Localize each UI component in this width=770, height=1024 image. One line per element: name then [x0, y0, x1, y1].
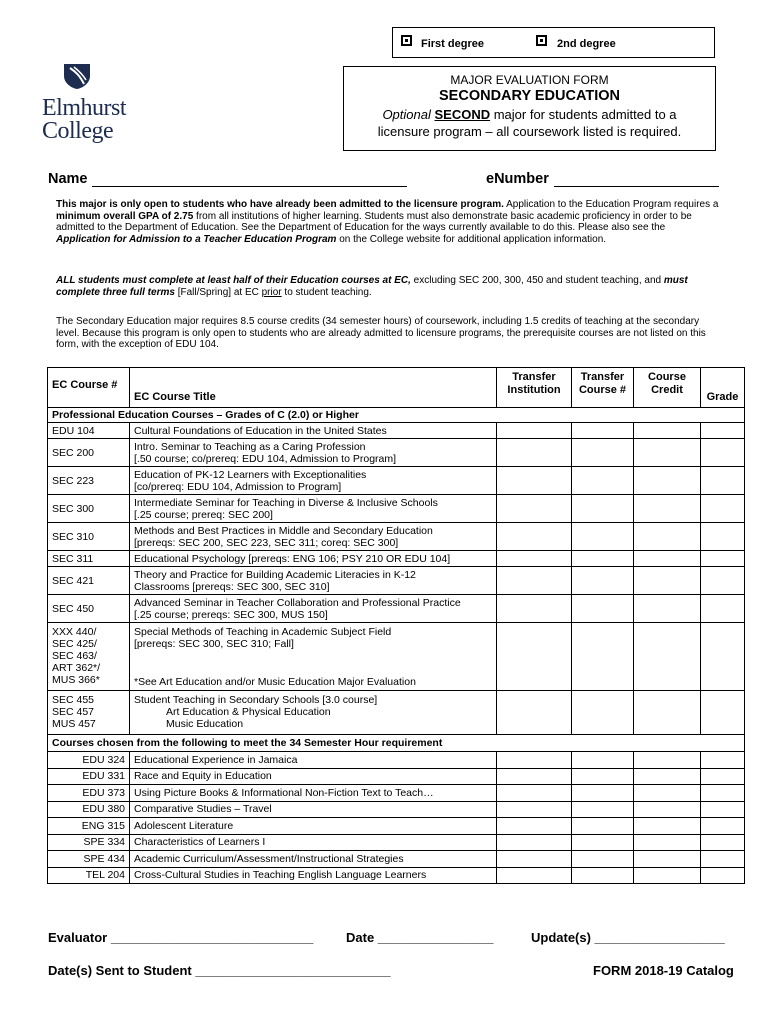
cell-transfer-course[interactable]: [572, 423, 634, 439]
course-title: [130, 439, 497, 467]
section-electives-label: Courses chosen from the following to meet the 34 Semester Hour requirement: [48, 735, 745, 752]
cell-transfer-course[interactable]: [572, 768, 634, 785]
cell-credit[interactable]: [634, 867, 701, 884]
header-transfer-institution: [497, 368, 572, 408]
second-degree-label: 2nd degree: [557, 38, 616, 50]
elective-rows: [48, 752, 745, 884]
cell-credit[interactable]: [634, 768, 701, 785]
table-row: [48, 551, 745, 567]
cell-transfer-institution[interactable]: [497, 691, 572, 735]
table-row: [48, 818, 745, 835]
course-title: [130, 495, 497, 523]
table-row: [48, 785, 745, 802]
cell-transfer-institution[interactable]: [497, 752, 572, 769]
course-title-line2: [prereqs: SEC 200, SEC 223, SEC 311; coreq: SEC 300]: [134, 536, 399, 549]
cell-transfer-course[interactable]: [572, 595, 634, 623]
hdr-ti1: Transfer: [512, 371, 556, 383]
course-code: TEL 204: [48, 867, 130, 884]
cell-transfer-course[interactable]: [572, 567, 634, 595]
cell-credit[interactable]: [634, 752, 701, 769]
desc-line1: major for students admitted to a: [490, 107, 677, 122]
course-title-line1: Cultural Foundations of Education in the United States: [134, 424, 387, 437]
shield-icon: [62, 62, 92, 90]
header-course-credit: [634, 368, 701, 408]
course-code: EDU 380: [48, 801, 130, 818]
cell-transfer-course[interactable]: [572, 623, 634, 691]
second-degree-checkbox[interactable]: [536, 35, 547, 46]
course-table: [47, 367, 745, 884]
cell-credit[interactable]: [634, 467, 701, 495]
course-title: [130, 595, 497, 623]
section-electives: [48, 735, 745, 752]
cell-grade[interactable]: [701, 752, 745, 769]
course-title-line1: Methods and Best Practices in Middle and Secondary Education: [134, 524, 433, 537]
course-title: Adolescent Literature: [130, 818, 497, 835]
methods-code-2: SEC 425/: [52, 638, 97, 650]
first-degree-checkbox[interactable]: [401, 35, 412, 46]
p1-bold: This major is only open to students who have already been admitted to the licensure program.: [56, 199, 504, 210]
cell-transfer-institution[interactable]: [497, 801, 572, 818]
table-row: [48, 567, 745, 595]
cell-transfer-course[interactable]: [572, 495, 634, 523]
course-code: SEC 310: [48, 523, 130, 551]
p2-t1: excluding SEC 200, 300, 450 and student teaching, and: [410, 275, 664, 286]
cell-grade[interactable]: [701, 623, 745, 691]
section-professional-label: Professional Education Courses – Grades of C (2.0) or Higher: [48, 408, 745, 423]
admission-paragraph: [56, 199, 721, 245]
table-header-row: [48, 368, 745, 408]
cell-transfer-institution[interactable]: [497, 523, 572, 551]
course-title: Race and Equity in Education: [130, 768, 497, 785]
cell-grade[interactable]: [701, 595, 745, 623]
second-text: SECOND: [434, 107, 491, 122]
course-title: Characteristics of Learners I: [130, 834, 497, 851]
requirements-paragraph: The Secondary Education major requires 8.5 course credits (34 semester hours) of coursework, including 1.5 credits of teaching at the secondary level. Because this program is only open to students who are already admitted to licensure programs, the prerequisite courses are not listed on this form, with the exception of EDU 104.: [56, 316, 706, 350]
cell-transfer-institution[interactable]: [497, 567, 572, 595]
table-row: [48, 439, 745, 467]
st-code-2: SEC 457: [52, 706, 95, 718]
cell-transfer-institution[interactable]: [497, 551, 572, 567]
methods-note: *See Art Education and/or Music Education Major Evaluation: [134, 676, 416, 688]
cell-transfer-institution[interactable]: [497, 867, 572, 884]
course-code: SEC 300: [48, 495, 130, 523]
college-logo: [42, 62, 142, 152]
cell-grade[interactable]: [701, 423, 745, 439]
header-grade: Grade: [701, 368, 745, 408]
logo-line2: College: [42, 118, 114, 144]
table-row: [48, 595, 745, 623]
table-row: [48, 834, 745, 851]
cell-credit[interactable]: [634, 523, 701, 551]
enumber-field[interactable]: [554, 186, 719, 187]
st-l3: Music Education: [166, 718, 244, 730]
course-code: SPE 334: [48, 834, 130, 851]
cell-grade[interactable]: [701, 801, 745, 818]
p1-bold3: Application for Admission to a Teacher Education Program: [56, 233, 337, 245]
cell-grade[interactable]: [701, 818, 745, 835]
methods-l2: [prereqs: SEC 300, SEC 310; Fall]: [134, 638, 294, 650]
course-title-line2: [.25 course; prereq: SEC 200]: [134, 508, 273, 521]
course-title-line2: Classrooms [prereqs: SEC 300, SEC 310]: [134, 580, 330, 593]
core-rows: [48, 423, 745, 623]
cell-grade[interactable]: [701, 495, 745, 523]
methods-codes: [48, 623, 130, 691]
hdr-cc1: Course: [648, 371, 686, 383]
table-row-student-teaching: [48, 691, 745, 735]
course-code: SEC 421: [48, 567, 130, 595]
course-code: SEC 450: [48, 595, 130, 623]
residency-paragraph: [56, 275, 721, 298]
name-field[interactable]: [92, 186, 407, 187]
p2-t2: [Fall/Spring] at EC: [174, 286, 262, 298]
hdr-ti2: Institution: [507, 384, 561, 396]
table-row-methods: [48, 623, 745, 691]
cell-transfer-course[interactable]: [572, 752, 634, 769]
cell-credit[interactable]: [634, 851, 701, 868]
cell-transfer-course[interactable]: [572, 867, 634, 884]
course-code: EDU 373: [48, 785, 130, 802]
course-title: Academic Curriculum/Assessment/Instructional Strategies: [130, 851, 497, 868]
cell-grade[interactable]: [701, 834, 745, 851]
hdr-cc2: Credit: [651, 384, 683, 396]
cell-transfer-course[interactable]: [572, 467, 634, 495]
cell-transfer-course[interactable]: [572, 851, 634, 868]
header-title: EC Course Title: [130, 368, 497, 408]
methods-code-5: MUS 366*: [52, 674, 100, 686]
table-row: [48, 851, 745, 868]
cell-transfer-institution[interactable]: [497, 818, 572, 835]
cell-grade[interactable]: [701, 567, 745, 595]
cell-transfer-course[interactable]: [572, 818, 634, 835]
st-code-3: MUS 457: [52, 718, 96, 730]
logo-line1: Elmhurst: [42, 95, 126, 121]
course-title-line2: [.25 course; prereqs: SEC 300, MUS 150]: [134, 608, 328, 621]
st-code-1: SEC 455: [52, 694, 95, 706]
p1-bold2: minimum overall GPA of 2.75: [56, 210, 194, 222]
cell-transfer-institution[interactable]: [497, 467, 572, 495]
cell-transfer-course[interactable]: [572, 834, 634, 851]
header-course: EC Course #: [48, 368, 130, 408]
evaluator-field[interactable]: Evaluator ____________________________: [48, 930, 314, 945]
course-title-line2: [co/prereq: EDU 104, Admission to Program]: [134, 480, 342, 493]
course-title-line1: Education of PK-12 Learners with Exceptionalities: [134, 468, 367, 481]
table-row: [48, 467, 745, 495]
cell-credit[interactable]: [634, 785, 701, 802]
degree-box: [392, 27, 715, 58]
cell-transfer-course[interactable]: [572, 551, 634, 567]
methods-title: [130, 623, 497, 691]
cell-credit[interactable]: [634, 423, 701, 439]
sent-to-student-field[interactable]: Date(s) Sent to Student ___________________________: [48, 963, 391, 978]
section-professional: [48, 408, 745, 423]
form-header: [343, 66, 716, 151]
cell-transfer-course[interactable]: [572, 785, 634, 802]
course-title: [130, 551, 497, 567]
course-title-line1: Theory and Practice for Building Academic Literacies in K-12: [134, 568, 416, 581]
cell-credit[interactable]: [634, 595, 701, 623]
p1-t3: on the College website for additional application information.: [336, 233, 607, 245]
date-field[interactable]: Date ________________: [346, 930, 494, 945]
cell-transfer-institution[interactable]: [497, 851, 572, 868]
table-row: [48, 423, 745, 439]
cell-grade[interactable]: [701, 551, 745, 567]
table-row: [48, 495, 745, 523]
course-code: SPE 434: [48, 851, 130, 868]
st-title: [130, 691, 497, 735]
cell-credit[interactable]: [634, 567, 701, 595]
methods-l1: Special Methods of Teaching in Academic Subject Field: [134, 626, 392, 638]
st-l1: Student Teaching in Secondary Schools [3.0 course]: [134, 694, 378, 706]
course-title-line1: Intermediate Seminar for Teaching in Diverse & Inclusive Schools: [134, 496, 438, 509]
methods-code-3: SEC 463/: [52, 650, 97, 662]
table-row: [48, 801, 745, 818]
course-title: Educational Experience in Jamaica: [130, 752, 497, 769]
cell-transfer-institution[interactable]: [497, 595, 572, 623]
cell-credit[interactable]: [634, 623, 701, 691]
cell-credit[interactable]: [634, 439, 701, 467]
cell-credit[interactable]: [634, 834, 701, 851]
course-code: ENG 315: [48, 818, 130, 835]
cell-transfer-course[interactable]: [572, 523, 634, 551]
course-code: EDU 331: [48, 768, 130, 785]
p1-t2: from all institutions of higher learning. Students must also demonstrate basic academic proficiency in order to be admitted to the Department of Education. See the Department of Education for the ways currently available to do this. Please also see the: [56, 210, 692, 233]
p2-prior: prior: [261, 286, 282, 298]
cell-credit[interactable]: [634, 691, 701, 735]
p2-bold: ALL students must complete at least half of their Education courses at EC,: [56, 275, 411, 286]
course-title-line2: [.50 course; co/prereq: EDU 104, Admission to Program]: [134, 452, 397, 465]
course-title: [130, 467, 497, 495]
program-title: SECONDARY EDUCATION: [439, 88, 620, 104]
desc-line2: licensure program – all coursework listed is required.: [377, 124, 682, 139]
st-l2: Art Education & Physical Education: [166, 706, 331, 718]
updates-field[interactable]: Update(s) __________________: [531, 930, 725, 945]
course-title: Using Picture Books & Informational Non-Fiction Text to Teach…: [130, 785, 497, 802]
cell-grade[interactable]: [701, 523, 745, 551]
cell-transfer-institution[interactable]: [497, 623, 572, 691]
cell-credit[interactable]: [634, 551, 701, 567]
table-row: [48, 752, 745, 769]
hdr-tc2: Course #: [578, 384, 627, 396]
cell-transfer-institution[interactable]: [497, 495, 572, 523]
course-code: SEC 311: [48, 551, 130, 567]
cell-transfer-institution[interactable]: [497, 423, 572, 439]
course-title-line1: Intro. Seminar to Teaching as a Caring Profession: [134, 440, 366, 453]
cell-grade[interactable]: [701, 867, 745, 884]
p1-t1: Application to the Education Program requires a: [503, 199, 719, 210]
cell-transfer-course[interactable]: [572, 439, 634, 467]
course-title: [130, 423, 497, 439]
cell-transfer-institution[interactable]: [497, 768, 572, 785]
cell-grade[interactable]: [701, 467, 745, 495]
table-row: [48, 523, 745, 551]
course-code: EDU 324: [48, 752, 130, 769]
cell-transfer-course[interactable]: [572, 801, 634, 818]
course-title-line1: Educational Psychology [prereqs: ENG 106; PSY 210 OR EDU 104]: [134, 552, 451, 565]
cell-transfer-institution[interactable]: [497, 834, 572, 851]
name-label: Name: [48, 171, 88, 187]
table-row: [48, 768, 745, 785]
cell-credit[interactable]: [634, 801, 701, 818]
enumber-label: eNumber: [486, 171, 549, 187]
cell-grade[interactable]: [701, 768, 745, 785]
cell-credit[interactable]: [634, 818, 701, 835]
cell-credit[interactable]: [634, 495, 701, 523]
table-row: [48, 867, 745, 884]
cell-grade[interactable]: [701, 439, 745, 467]
cell-transfer-course[interactable]: [572, 691, 634, 735]
course-title: Comparative Studies – Travel: [130, 801, 497, 818]
course-code: SEC 223: [48, 467, 130, 495]
cell-transfer-institution[interactable]: [497, 439, 572, 467]
course-title: [130, 567, 497, 595]
p2-bold2: must complete three full terms: [56, 275, 688, 298]
course-code: SEC 200: [48, 439, 130, 467]
course-code: EDU 104: [48, 423, 130, 439]
st-codes: [48, 691, 130, 735]
p2-t3: to student teaching.: [281, 286, 372, 298]
hdr-tc1: Transfer: [580, 371, 625, 383]
form-catalog-label: FORM 2018-19 Catalog: [593, 963, 734, 978]
methods-code-1: XXX 440/: [52, 626, 97, 638]
cell-grade[interactable]: [701, 691, 745, 735]
course-title: Cross-Cultural Studies in Teaching English Language Learners: [130, 867, 497, 884]
methods-code-4: ART 362*/: [52, 662, 101, 674]
optional-text: Optional: [382, 107, 431, 122]
program-description: [344, 106, 715, 140]
cell-grade[interactable]: [701, 785, 745, 802]
header-transfer-course: [572, 368, 634, 408]
form-title: MAJOR EVALUATION FORM: [450, 73, 609, 87]
cell-transfer-institution[interactable]: [497, 785, 572, 802]
course-title: [130, 523, 497, 551]
first-degree-label: First degree: [421, 38, 484, 50]
cell-grade[interactable]: [701, 851, 745, 868]
course-title-line1: Advanced Seminar in Teacher Collaboration and Professional Practice: [134, 596, 461, 609]
